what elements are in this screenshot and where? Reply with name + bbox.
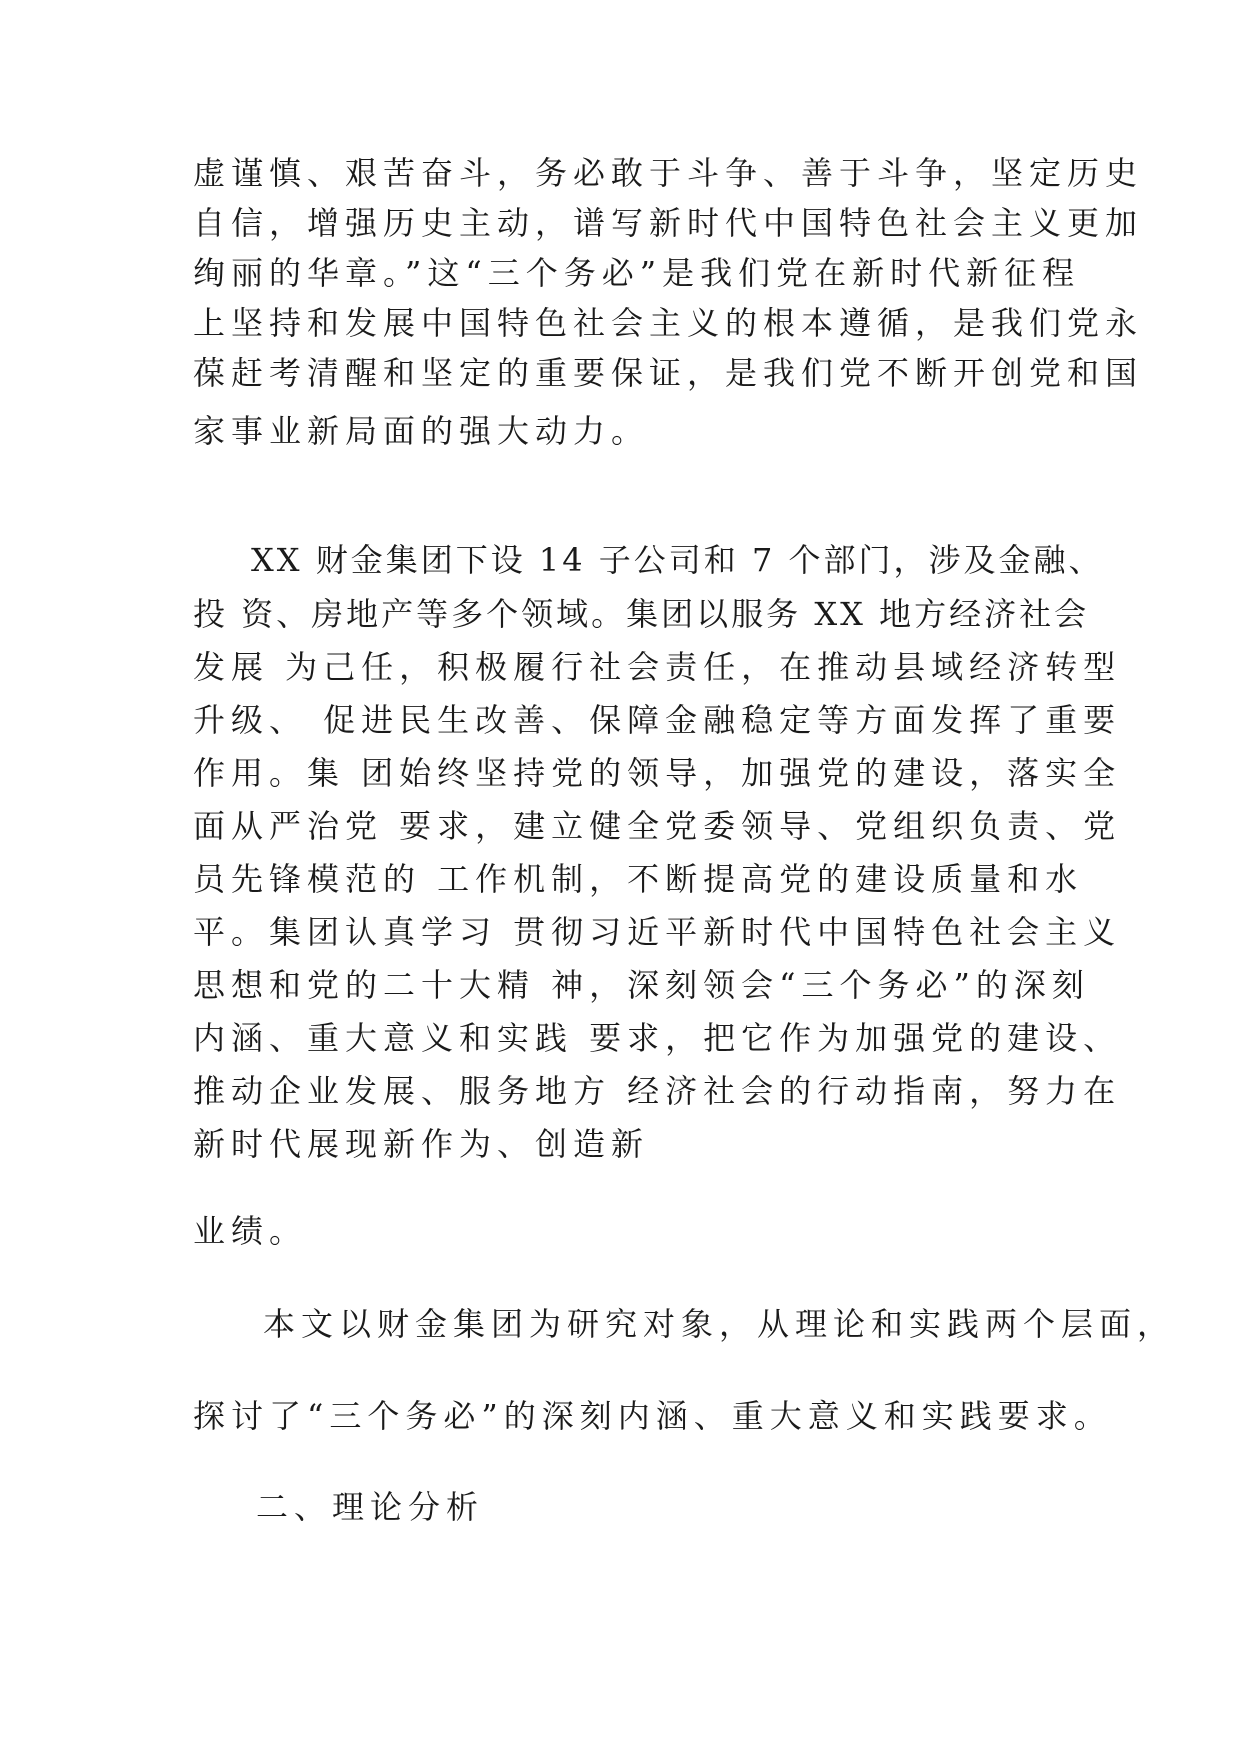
paragraph-3-line-1: 本文以财金集团为研究对象，从理论和实践两个层面， [263, 1305, 1176, 1343]
paragraph-3-line-2: 探讨了“三个务必”的深刻内涵、重大意义和实践要求。 [193, 1397, 1112, 1435]
paragraph-2-line-7: 员先锋模范的 工作机制，不断提高党的建设质量和水 [193, 860, 1084, 898]
paragraph-1-line-6: 家事业新局面的强大动力。 [193, 412, 650, 450]
paragraph-2-line-5: 作用。集 团始终坚持党的领导，加强党的建设，落实全 [193, 754, 1122, 792]
paragraph-2-line-8: 平。集团认真学习 贯彻习近平新时代中国特色社会主义 [193, 913, 1122, 951]
paragraph-2-line-6: 面从严治党 要求，建立健全党委领导、党组织负责、党 [193, 807, 1122, 845]
paragraph-2-line-10: 内涵、重大意义和实践 要求，把它作为加强党的建设、 [193, 1019, 1122, 1057]
paragraph-2-line-13: 业绩。 [193, 1212, 308, 1250]
section-heading: 二、理论分析 [256, 1488, 485, 1526]
paragraph-2-line-1: XX 财金集团下设 14 子公司和 7 个部门，涉及金融、 [251, 541, 1104, 579]
paragraph-1-line-5: 葆赶考清醒和坚定的重要保证，是我们党不断开创党和国 [193, 354, 1144, 392]
paragraph-2-line-3: 发展 为己任，积极履行社会责任，在推动县域经济转型 [193, 648, 1122, 686]
paragraph-2-line-11: 推动企业发展、服务地方 经济社会的行动指南，努力在 [193, 1072, 1122, 1110]
paragraph-1-line-1: 虚谨慎、艰苦奋斗，务必敢于斗争、善于斗争，坚定历史 [193, 154, 1144, 192]
paragraph-2-line-4: 升级、 促进民生改善、保障金融稳定等方面发挥了重要 [193, 701, 1122, 739]
paragraph-1-line-4: 上坚持和发展中国特色社会主义的根本遵循，是我们党永 [193, 304, 1144, 342]
paragraph-1-line-2: 自信，增强历史主动，谱写新时代中国特色社会主义更加 [193, 204, 1144, 242]
paragraph-2-line-12: 新时代展现新作为、创造新 [193, 1125, 650, 1163]
paragraph-2-line-2: 投 资、房地产等多个领域。集团以服务 XX 地方经济社会 [193, 595, 1090, 633]
paragraph-1-line-3: 绚丽的华章。”这“三个务必”是我们党在新时代新征程 [193, 254, 1081, 292]
paragraph-2-line-9: 思想和党的二十大精 神，深刻领会“三个务必”的深刻 [193, 966, 1090, 1004]
